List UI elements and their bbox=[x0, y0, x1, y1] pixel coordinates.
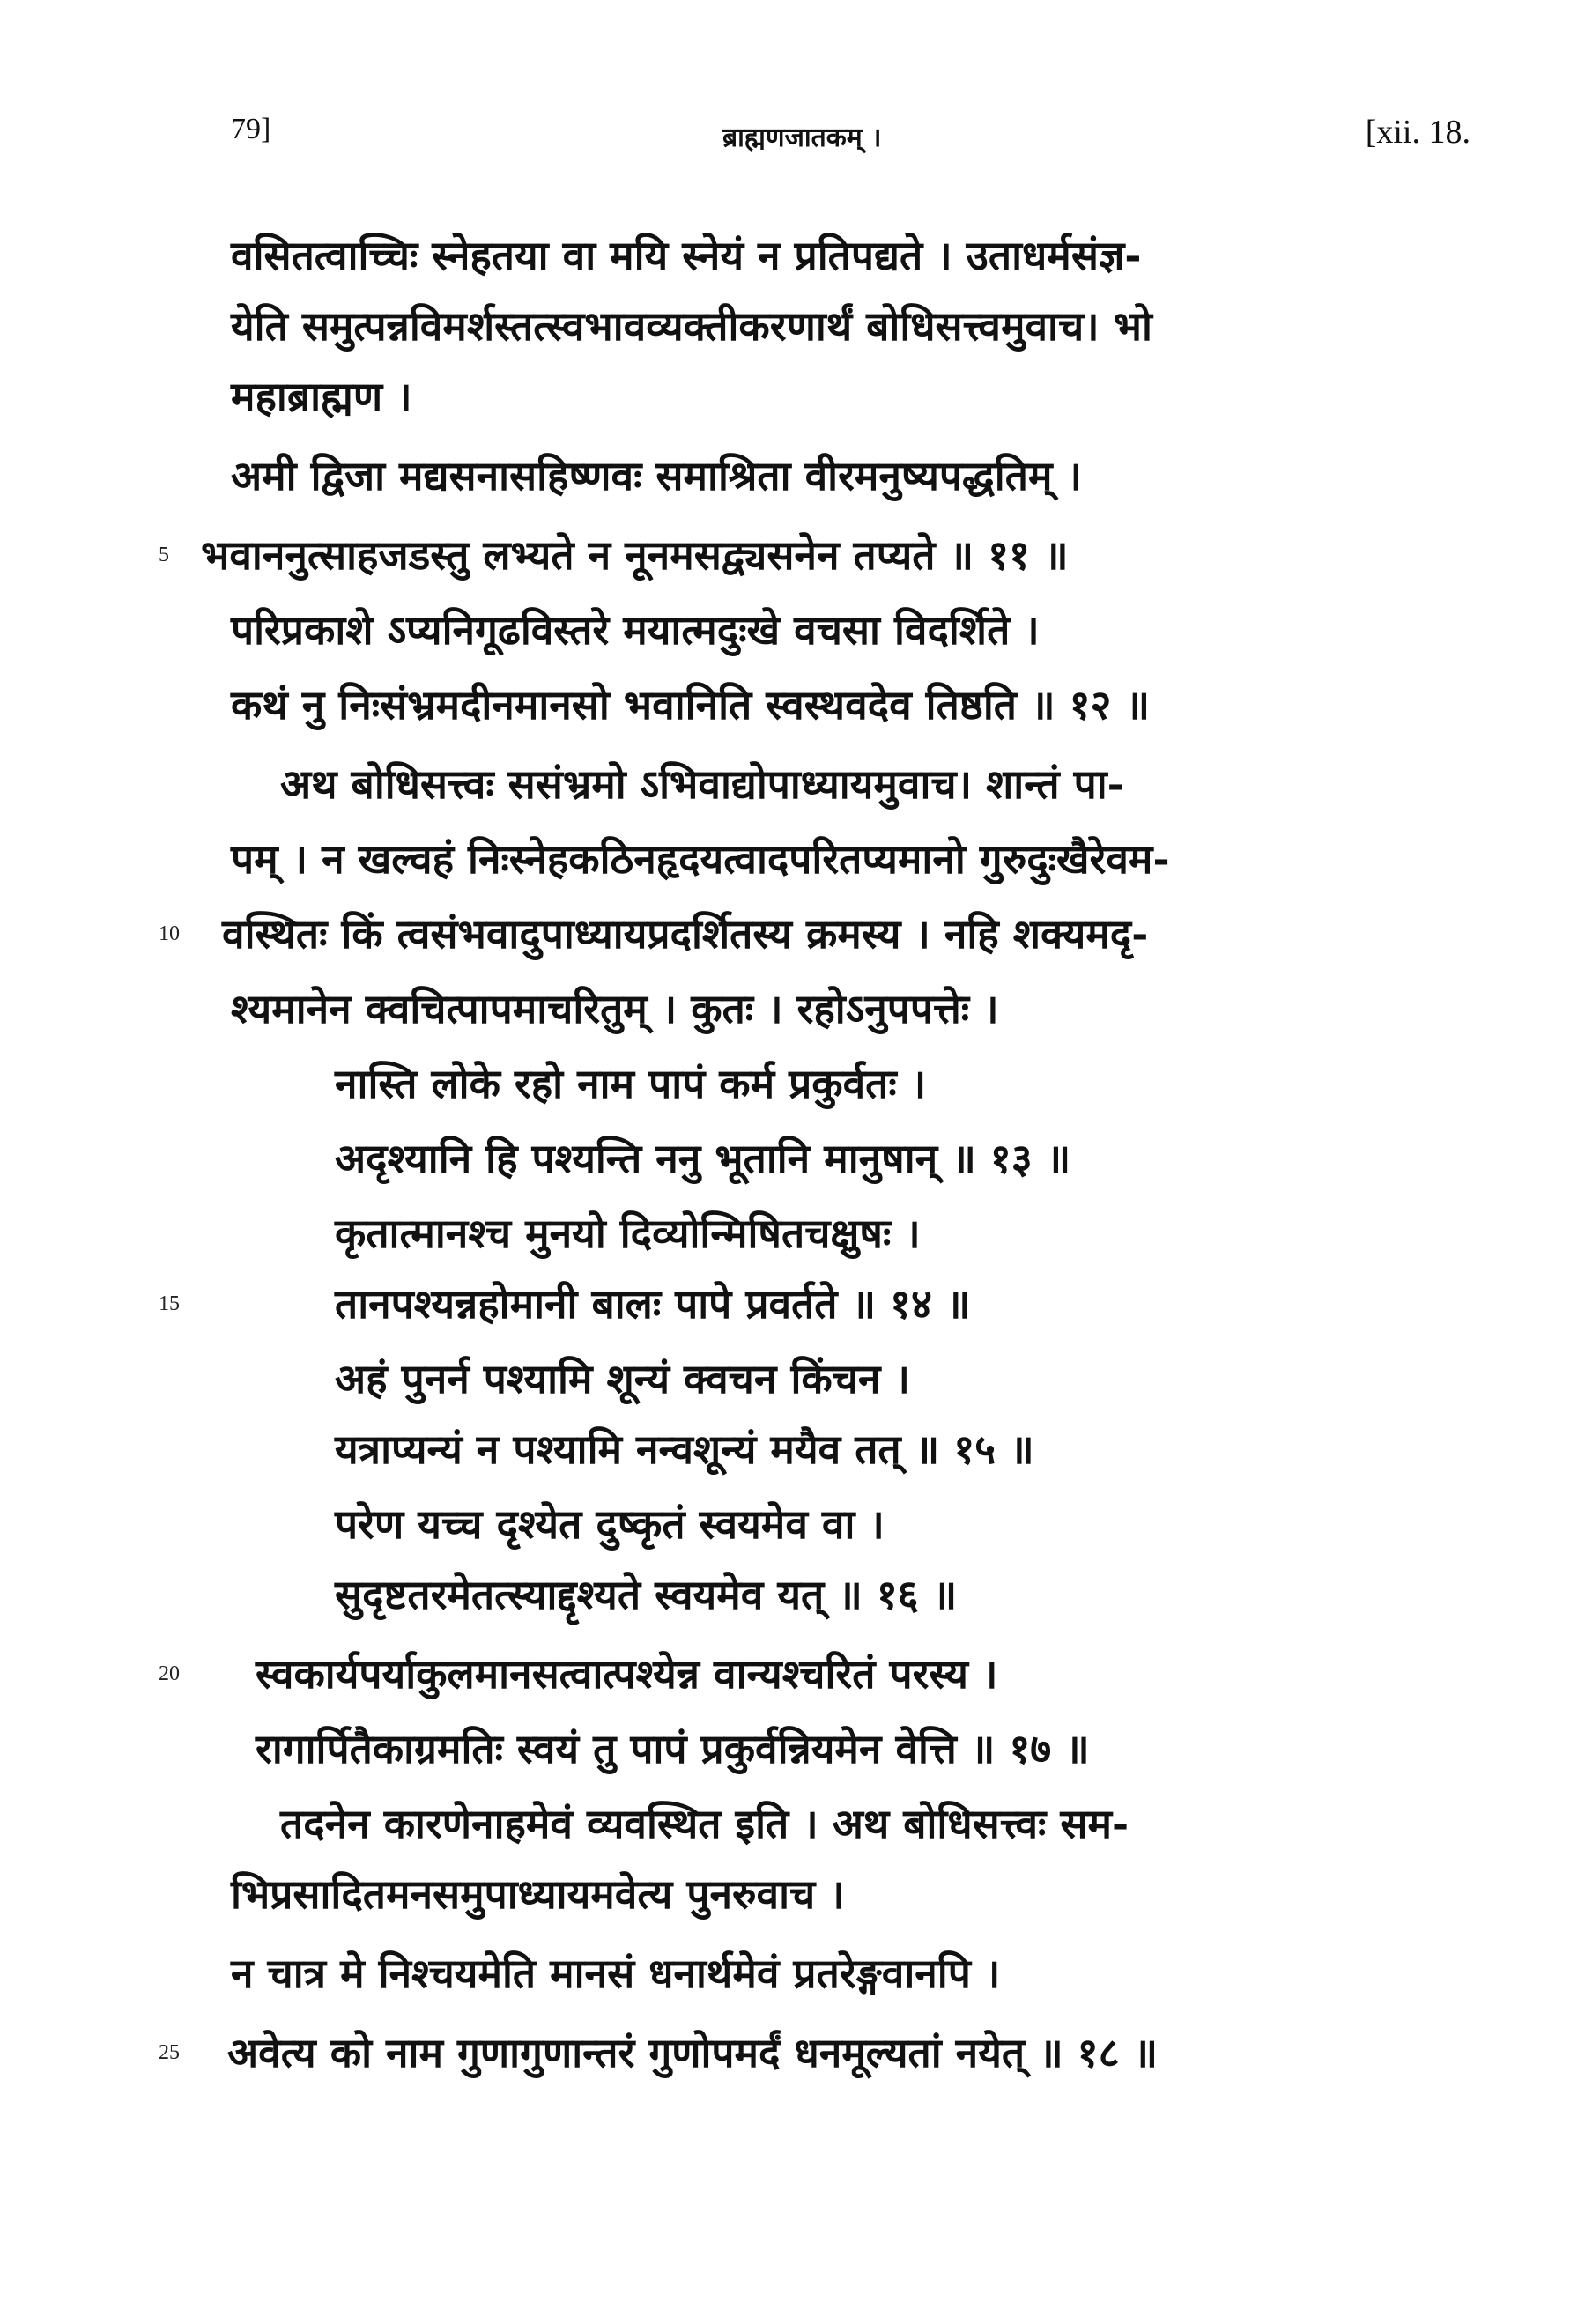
line-number: 5 bbox=[159, 544, 169, 566]
text-line: वसितत्वाच्चिः स्नेहतया वा मयि स्नेयं न प्रतिपद्यते । उताधर्मसंज्ञ- bbox=[231, 232, 1142, 279]
line-number: 10 bbox=[159, 922, 180, 945]
running-title: ब्राह्मणजातकम् । bbox=[722, 122, 882, 153]
text-line: यत्राप्यन्यं न पश्यामि नन्वशून्यं मयैव तत् ॥ १५ ॥ bbox=[335, 1425, 1034, 1473]
text-line: परिप्रकाशे ऽप्यनिगूढविस्तरे मयात्मदुःखे वचसा विदर्शिते । bbox=[231, 606, 1040, 654]
text-line: सुदृष्टतरमेतत्स्याद्दृश्यते स्वयमेव यत् ॥ १६ ॥ bbox=[335, 1571, 958, 1618]
text-line: महाब्राह्मण । bbox=[231, 373, 412, 420]
text-line: पम् । न खल्वहं निःस्नेहकठिनहृदयत्वादपरितप्यमानो गुरुदुःखैरेवम- bbox=[231, 835, 1170, 883]
text-line: न चात्र मे निश्चयमेति मानसं धनार्थमेवं प्रतरेङ्गवानपि । bbox=[231, 1950, 1001, 1997]
text-line: अथ बोधिसत्त्वः ससंभ्रमो ऽभिवाद्योपाध्यायमुवाच। शान्तं पा- bbox=[280, 760, 1124, 808]
text-line: वस्थितः किं त्वसंभवादुपाध्यायप्रदर्शितस्य क्रमस्य । नहि शक्यमदृ- bbox=[222, 910, 1149, 958]
text-line: नास्ति लोके रहो नाम पापं कर्म प्रकुर्वतः । bbox=[335, 1060, 927, 1107]
text-line: कथं नु निःसंभ्रमदीनमानसो भवानिति स्वस्थवदेव तिष्ठति ॥ १२ ॥ bbox=[231, 681, 1151, 729]
text-line: अदृश्यानि हि पश्यन्ति ननु भूतानि मानुषान् ॥ १३ ॥ bbox=[335, 1135, 1071, 1182]
text-line: स्वकार्यपर्याकुलमानसत्वात्पश्येन्न वान्यश्चरितं परस्य । bbox=[256, 1650, 998, 1698]
text-line: श्यमानेन क्वचित्पापमाचरितुम् । कुतः । रहोऽनुपपत्तेः । bbox=[231, 985, 999, 1032]
text-line: परेण यच्च दृश्येत दुष्कृतं स्वयमेव वा । bbox=[335, 1500, 885, 1548]
text-line: भवाननुत्साहजडस्तु लभ्यते न नूनमसद्व्यसनेन तप्यते ॥ ११ ॥ bbox=[201, 531, 1069, 579]
text-line: तदनेन कारणेनाहमेवं व्यवस्थित इति । अथ बोधिसत्त्वः सम- bbox=[280, 1800, 1129, 1847]
text-line: अहं पुनर्न पश्यामि शून्यं क्वचन किंचन । bbox=[335, 1355, 910, 1403]
text-line: तानपश्यन्नहोमानी बालः पापे प्रवर्तते ॥ १४ ॥ bbox=[335, 1280, 971, 1328]
text-line: येति समुत्पन्नविमर्शस्तत्स्वभावव्यक्तीकरणार्थं बोधिसत्त्वमुवाच। भो bbox=[231, 302, 1152, 350]
text-line: अमी द्विजा मद्यसनासहिष्णवः समाश्रिता वीरमनुष्यपद्धतिम् । bbox=[231, 452, 1082, 500]
line-number: 15 bbox=[159, 1292, 180, 1315]
text-line: कृतात्मानश्च मुनयो दिव्योन्मिषितचक्षुषः । bbox=[335, 1210, 921, 1257]
line-number: 25 bbox=[159, 2041, 180, 2064]
section-reference: [xii. 18. bbox=[1365, 114, 1470, 151]
text-line: भिप्रसादितमनसमुपाध्यायमवेत्य पुनरुवाच । bbox=[231, 1870, 845, 1918]
text-line: रागार्पितैकाग्रमतिः स्वयं तु पापं प्रकुर्वन्नियमेन वेत्ति ॥ १७ ॥ bbox=[256, 1725, 1090, 1773]
page-number: 79] bbox=[231, 113, 271, 145]
page-header bbox=[0, 113, 1585, 166]
text-line: अवेत्य को नाम गुणागुणान्तरं गुणोपमर्दं धनमूल्यतां नयेत् ॥ १८ ॥ bbox=[227, 2029, 1159, 2076]
line-number: 20 bbox=[159, 1662, 180, 1685]
